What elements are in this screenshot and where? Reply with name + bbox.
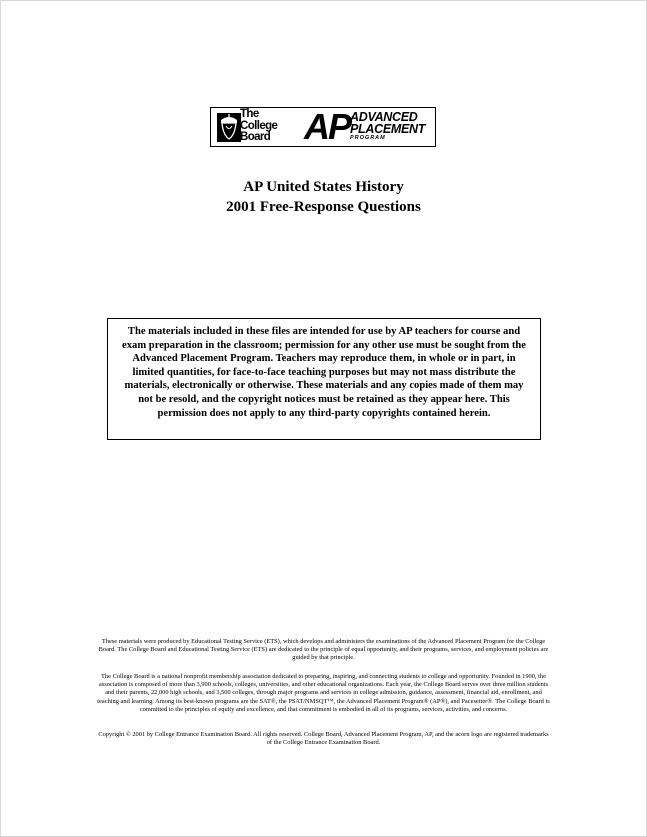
footer-ets-paragraph: These materials were produced by Educational Testing Service (ETS), which develops and administers the examinations of the Advanced Placement Program for the College Board. The College Board and Educational Testing Service (ETS) are dedicated to the principle of equal opportunity, and their programs, services, and employment policies are guided by that principle. <box>98 638 549 662</box>
logo-word-placement: PLACEMENT <box>350 122 426 136</box>
logo-word-college: College <box>240 119 278 132</box>
ap-mark: AP <box>304 106 351 147</box>
permission-notice: The materials included in these files are intended for use by AP teachers for course and exam preparation in the classroom; permission for any other use must be sought from the Advanced Placement Program. Teachers may reproduce them, in whole or in part, in limited quantities, for face-to-face teaching purposes but may not mass distribute the materials, electronically or otherwise. These materials and any copies made of them may not be resold, and the copyright notices must be retained as they appear here. This permission does not apply to any third-party copyrights contained herein. <box>107 318 541 440</box>
logo-word-the: The <box>240 108 259 120</box>
logo-word-board: Board <box>240 131 271 143</box>
document-title: AP United States History <box>243 179 404 195</box>
acorn-icon <box>217 113 241 142</box>
document-subtitle: 2001 Free-Response Questions <box>226 199 421 215</box>
logo-word-program: PROGRAM <box>350 135 386 141</box>
college-board-wordmark <box>240 109 277 144</box>
advanced-placement-wordmark <box>350 111 425 142</box>
logo-word-advanced: ADVANCED <box>350 110 418 124</box>
footer-copyright: Copyright © 2001 by College Entrance Examination Board. All rights reserved. College Board, Advanced Placement Program, AP, and the acorn logo are registered trademarks of the College Entrance Examination Board. <box>98 731 549 747</box>
college-board-ap-logo <box>210 107 436 147</box>
footer-college-board-paragraph: The College Board is a national nonprofit membership association dedicated to preparing, inspiring, and connecting students to college and opportunity. Founded in 1900, the association is composed of more than 3,900 schools, colleges, universities, and other educational organizations. Each year, the College Board serves over three million students and their parents, 22,000 high schools, and 3,500 colleges, through major programs and services in college admission, guidance, assessment, financial aid, enrollment, and teaching and learning. Among its best-known programs are the SAT®, the PSAT/NMSQT™, the Advanced Placement Program® (AP®), and Pacesetter®. The College Board is committed to the principles of equity and excellence, and that commitment is embodied in all of its programs, services, activities, and concerns. <box>97 673 550 713</box>
